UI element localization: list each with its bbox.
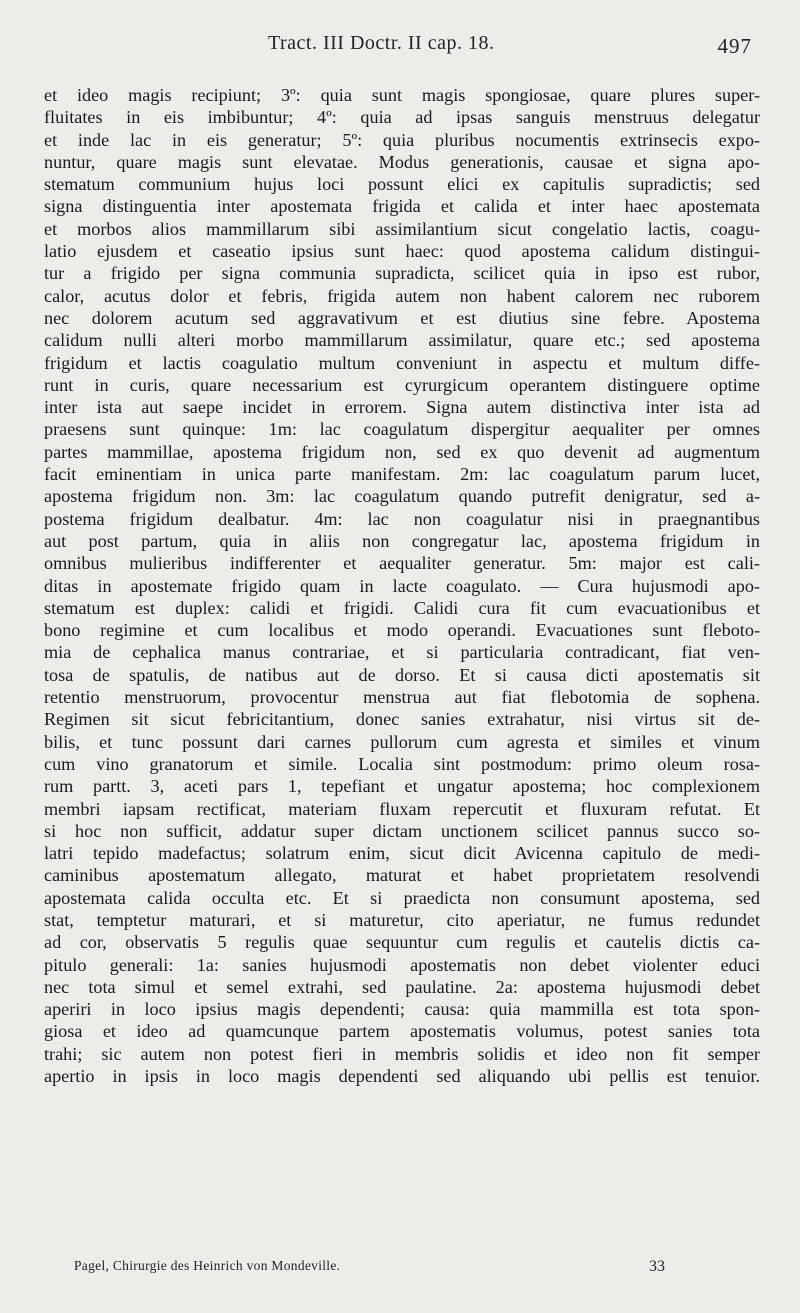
text-line: partes mammillae, apostema frigidum non, sed ex quo devenit ad augmentum [44,441,760,462]
text-line: tur a frigido per signa communia supradicta, scilicet quia in ipso est rubor, [44,263,760,284]
text-line: stematum est duplex: calidi et frigidi. Calidi cura fit cum evacuationibus et [44,597,760,618]
text-line: signa distinguentia inter apostemata frigida et calida et inter haec apostemata [44,196,760,217]
text-line: pitulo generali: 1a: sanies hujusmodi apostematis non debet violenter educi [44,954,760,975]
sheet-number: 33 [649,1258,665,1275]
text-line: ditas in apostemate frigido quam in lacte coagulato. — Cura hujusmodi apo- [44,575,760,596]
text-line: latri tepido madefactus; solatrum enim, sicut dicit Avicenna capitulo de medi- [44,843,760,864]
text-line: si hoc non sufficit, addatur super dictam unctionem scilicet pannus succo so- [44,820,760,841]
page-number: 497 [717,34,752,58]
text-line: stematum communium hujus loci possunt elici ex capitulis supradictis; sed [44,174,760,195]
text-line: aperiri in loco ipsius magis dependenti; causa: quia mammilla est tota spon- [44,999,760,1020]
text-line: caminibus apostematum allegato, maturat et habet proprietatem resolvendi [44,865,760,886]
text-line: calor, acutus dolor et febris, frigida autem non habent calorem nec ruborem [44,285,760,306]
text-line: mia de cephalica manus contrariae, et si particularia contradicant, fiat ven- [44,642,760,663]
text-line: nec dolorem acutum sed aggravativum et est diutius sine febre. Apostema [44,307,760,328]
text-line: Regimen sit sicut febricitantium, donec sanies extrahatur, nisi virtus sit de- [44,709,760,730]
text-line: nec tota simul et semel extrahi, sed paulatine. 2a: apostema hujusmodi debet [44,976,760,997]
text-line: calidum nulli alteri morbo mammillarum assimilatur, quare etc.; sed apostema [44,330,760,351]
text-line: facit eminentiam in unica parte manifestam. 2m: lac coagulatum parum lucet, [44,464,760,485]
text-line: latio ejusdem et caseatio ipsius sunt haec: quod apostema calidum distingui- [44,241,760,262]
text-line: apostemata calida occulta etc. Et si praedicta non consumunt apostema, sed [44,887,760,908]
text-line: ad cor, observatis 5 regulis quae sequuntur cum regulis et cautelis dictis ca- [44,932,760,953]
text-line: runt in curis, quare necessarium est cyrurgicum operantem distinguere optime [44,374,760,395]
body-text [44,84,760,1087]
text-line: fluitates in eis imbibuntur; 4º: quia ad ipsas sanguis menstruus delegatur [44,107,760,128]
text-line: praesens sunt quinque: 1m: lac coagulatum dispergitur aequaliter per omnes [44,419,760,440]
text-line: retentio menstruorum, provocentur menstrua aut fiat flebotomia de sophena. [44,687,760,708]
text-line: et ideo magis recipiunt; 3º: quia sunt magis spongiosae, quare plures super- [44,85,760,105]
running-title: Tract. III Doctr. II cap. 18. [268,32,495,54]
text-line: et morbos alios mammillarum sibi assimilantium sicut congelatio lactis, coagu- [44,218,760,239]
text-line: bilis, et tunc possunt dari carnes pullorum cum agresta et similes et vinum [44,731,760,752]
text-line: apertio in ipsis in loco magis dependenti sed aliquando ubi pellis est tenuior. [44,1066,760,1087]
text-line: frigidum et lactis coagulatio multum conveniunt in aspectu et multum diffe- [44,352,760,373]
text-line: postema frigidum dealbatur. 4m: lac non coagulatur nisi in praegnantibus [44,508,760,529]
text-line: giosa et ideo ad quamcunque partem apostematis volumus, potest sanies tota [44,1021,760,1042]
text-line: membri iapsam rectificat, materiam fluxam repercutit et fluxuram refutat. Et [44,798,760,819]
text-line: apostema frigidum non. 3m: lac coagulatum quando putrefit denigratur, sed a- [44,486,760,507]
text-line: inter ista aut saepe incidet in errorem. Signa autem distinctiva inter ista ad [44,397,760,418]
text-line: rum partt. 3, aceti pars 1, tepefiant et ungatur apostema; hoc complexionem [44,776,760,797]
text-line: stat, temptetur maturari, et si maturetur, cito aperiatur, ne fumus redundet [44,909,760,930]
text-line: nuntur, quare magis sunt elevatae. Modus generationis, causae et signa apo- [44,151,760,172]
page-footer [74,1258,674,1282]
text-line: trahi; sic autem non potest fieri in membris solidis et ideo non fit semper [44,1043,760,1064]
text-line: tosa de spatulis, de natibus aut de dorso. Et si causa dicti apostematis sit [44,664,760,685]
text-line: bono regimine et cum localibus et modo operandi. Evacuationes sunt fleboto- [44,620,760,641]
text-line: cum vino granatorum et simile. Localia sint postmodum: primo oleum rosa- [44,753,760,774]
text-line: omnibus mulieribus indifferenter et aequaliter generatur. 5m: major est cali- [44,553,760,574]
footer-citation: Pagel, Chirurgie des Heinrich von Mondeville. [74,1258,341,1273]
text-line: et inde lac in eis generatur; 5º: quia pluribus nocumentis extrinsecis expo- [44,129,760,150]
text-line: aut post partum, quia in aliis non congregatur lac, apostema frigidum in [44,530,760,551]
running-header [0,28,800,64]
